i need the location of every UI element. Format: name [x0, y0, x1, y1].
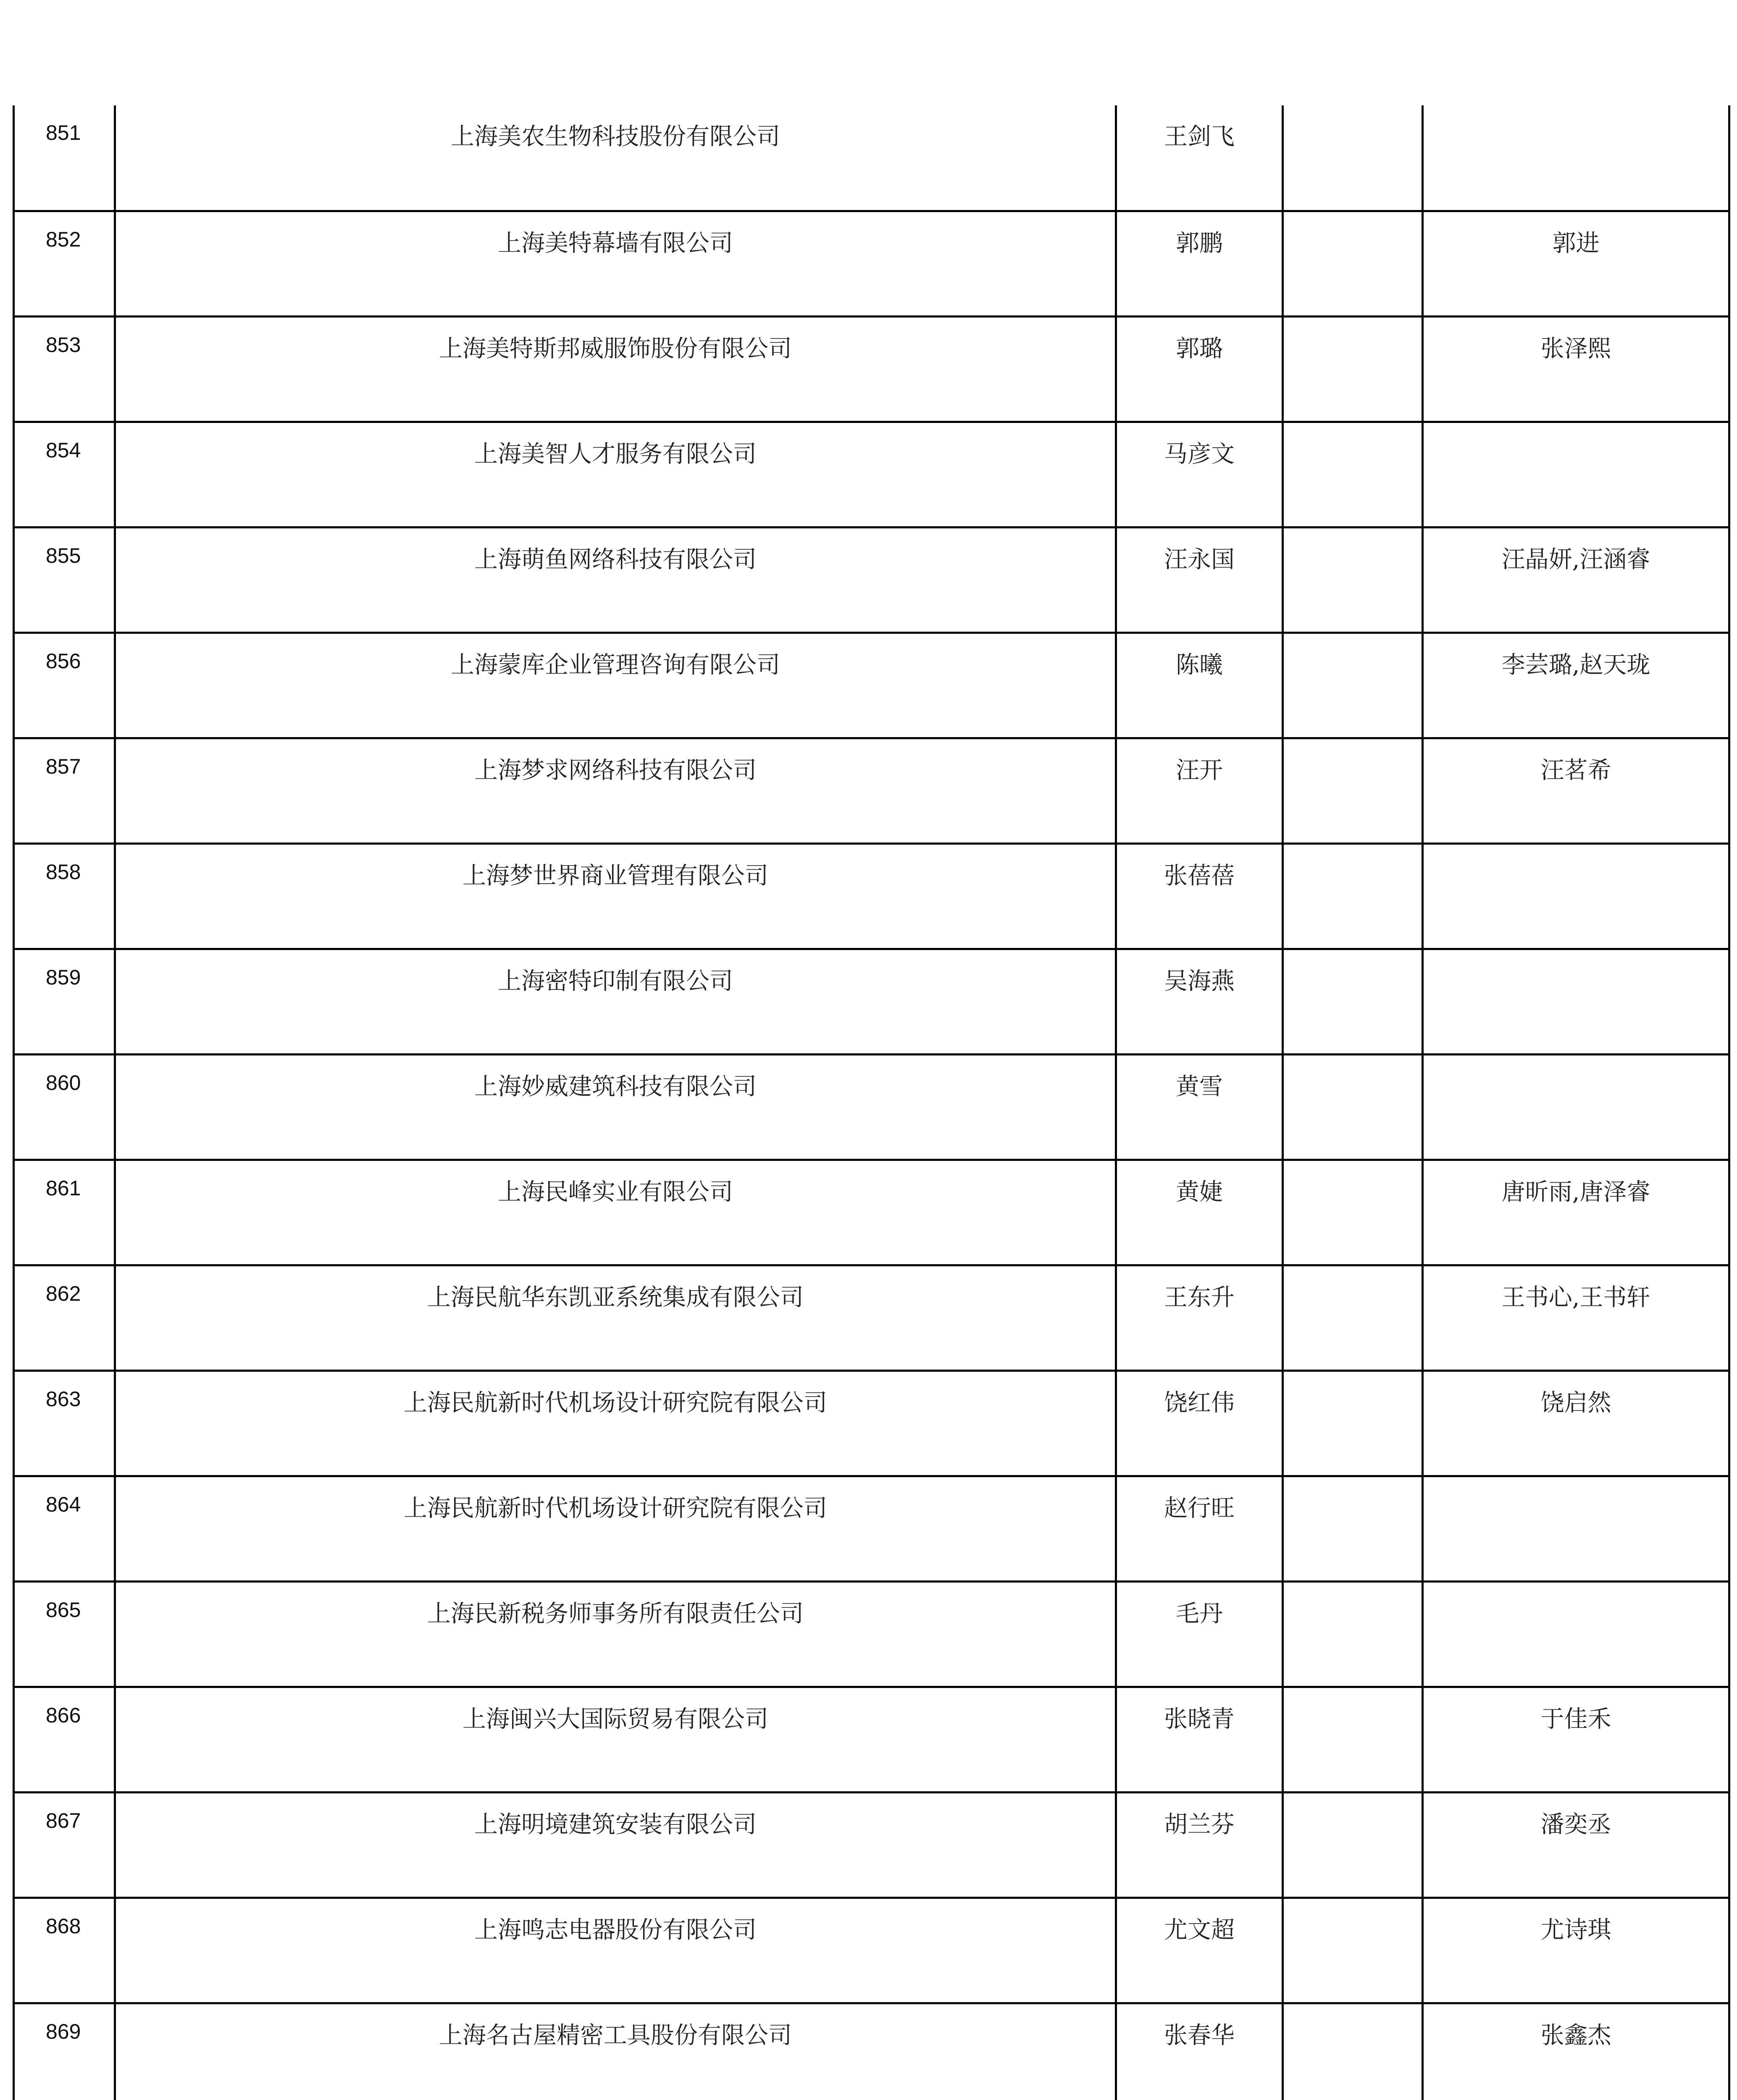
table-row: [14, 1054, 1729, 1160]
row-number: 860: [14, 1054, 115, 1160]
company-name: 上海美智人才服务有限公司: [115, 422, 1116, 527]
empty-cell: [1283, 105, 1423, 211]
children-names: 尤诗琪: [1423, 1898, 1729, 2003]
table-row: [14, 1160, 1729, 1265]
company-name: 上海梦求网络科技有限公司: [115, 738, 1116, 843]
table-row: [14, 422, 1729, 527]
empty-cell: [1283, 1054, 1423, 1160]
person-name: 赵行旺: [1116, 1476, 1283, 1581]
empty-cell: [1283, 843, 1423, 949]
empty-cell: [1283, 211, 1423, 316]
person-name: 毛丹: [1116, 1581, 1283, 1687]
empty-cell: [1283, 1581, 1423, 1687]
table-row: [14, 1476, 1729, 1581]
table-row: [14, 1898, 1729, 2003]
children-names: 郭进: [1423, 211, 1729, 316]
empty-cell: [1283, 2003, 1423, 2100]
person-name: 郭璐: [1116, 316, 1283, 422]
company-name: 上海萌鱼网络科技有限公司: [115, 527, 1116, 633]
table-row: [14, 211, 1729, 316]
row-number: 866: [14, 1687, 115, 1792]
row-number: 859: [14, 949, 115, 1054]
empty-cell: [1283, 316, 1423, 422]
table-row: [14, 738, 1729, 843]
person-name: 张春华: [1116, 2003, 1283, 2100]
children-names: [1423, 1581, 1729, 1687]
row-number: 863: [14, 1370, 115, 1476]
row-number: 867: [14, 1792, 115, 1898]
empty-cell: [1283, 949, 1423, 1054]
empty-cell: [1283, 422, 1423, 527]
empty-cell: [1283, 1160, 1423, 1265]
empty-cell: [1283, 1898, 1423, 2003]
row-number: 856: [14, 633, 115, 738]
children-names: [1423, 422, 1729, 527]
company-name: 上海闽兴大国际贸易有限公司: [115, 1687, 1116, 1792]
row-number: 868: [14, 1898, 115, 2003]
empty-cell: [1283, 1687, 1423, 1792]
company-name: 上海明境建筑安装有限公司: [115, 1792, 1116, 1898]
person-name: 郭鹏: [1116, 211, 1283, 316]
row-number: 852: [14, 211, 115, 316]
company-name: 上海民峰实业有限公司: [115, 1160, 1116, 1265]
empty-cell: [1283, 1265, 1423, 1370]
children-names: 饶启然: [1423, 1370, 1729, 1476]
table-row: [14, 105, 1729, 211]
person-name: 黄婕: [1116, 1160, 1283, 1265]
company-name: 上海梦世界商业管理有限公司: [115, 843, 1116, 949]
person-name: 汪开: [1116, 738, 1283, 843]
table-row: [14, 1687, 1729, 1792]
person-name: 饶红伟: [1116, 1370, 1283, 1476]
row-number: 854: [14, 422, 115, 527]
children-names: [1423, 843, 1729, 949]
empty-cell: [1283, 1476, 1423, 1581]
table-row: [14, 843, 1729, 949]
company-name: 上海鸣志电器股份有限公司: [115, 1898, 1116, 2003]
table-row: [14, 633, 1729, 738]
company-name: 上海民新税务师事务所有限责任公司: [115, 1581, 1116, 1687]
company-name: 上海密特印制有限公司: [115, 949, 1116, 1054]
empty-cell: [1283, 633, 1423, 738]
row-number: 869: [14, 2003, 115, 2100]
company-name: 上海美农生物科技股份有限公司: [115, 105, 1116, 211]
company-name: 上海妙威建筑科技有限公司: [115, 1054, 1116, 1160]
table-row: [14, 949, 1729, 1054]
children-names: 唐昕雨,唐泽睿: [1423, 1160, 1729, 1265]
company-name: 上海民航新时代机场设计研究院有限公司: [115, 1476, 1116, 1581]
row-number: 865: [14, 1581, 115, 1687]
table-row: [14, 1581, 1729, 1687]
person-name: 马彦文: [1116, 422, 1283, 527]
row-number: 861: [14, 1160, 115, 1265]
row-number: 853: [14, 316, 115, 422]
company-name: 上海名古屋精密工具股份有限公司: [115, 2003, 1116, 2100]
empty-cell: [1283, 527, 1423, 633]
row-number: 855: [14, 527, 115, 633]
company-name: 上海蒙库企业管理咨询有限公司: [115, 633, 1116, 738]
row-number: 862: [14, 1265, 115, 1370]
person-name: 尤文超: [1116, 1898, 1283, 2003]
person-name: 王东升: [1116, 1265, 1283, 1370]
person-name: 胡兰芬: [1116, 1792, 1283, 1898]
children-names: [1423, 1054, 1729, 1160]
table-row: [14, 1370, 1729, 1476]
person-name: 黄雪: [1116, 1054, 1283, 1160]
company-name: 上海美特幕墙有限公司: [115, 211, 1116, 316]
children-names: 汪茗希: [1423, 738, 1729, 843]
person-name: 王剑飞: [1116, 105, 1283, 211]
company-name: 上海民航华东凯亚系统集成有限公司: [115, 1265, 1116, 1370]
table-row: [14, 1792, 1729, 1898]
children-names: 王书心,王书轩: [1423, 1265, 1729, 1370]
company-name: 上海美特斯邦威服饰股份有限公司: [115, 316, 1116, 422]
row-number: 857: [14, 738, 115, 843]
person-name: 张蓓蓓: [1116, 843, 1283, 949]
empty-cell: [1283, 738, 1423, 843]
children-names: 汪晶妍,汪涵睿: [1423, 527, 1729, 633]
children-names: 张鑫杰: [1423, 2003, 1729, 2100]
table-row: [14, 527, 1729, 633]
children-names: [1423, 949, 1729, 1054]
children-names: 于佳禾: [1423, 1687, 1729, 1792]
roster-table: [13, 105, 1730, 2100]
empty-cell: [1283, 1370, 1423, 1476]
children-names: [1423, 105, 1729, 211]
person-name: 陈曦: [1116, 633, 1283, 738]
children-names: 张泽熙: [1423, 316, 1729, 422]
children-names: 李芸璐,赵天珑: [1423, 633, 1729, 738]
person-name: 吴海燕: [1116, 949, 1283, 1054]
children-names: 潘奕丞: [1423, 1792, 1729, 1898]
row-number: 851: [14, 105, 115, 211]
empty-cell: [1283, 1792, 1423, 1898]
person-name: 汪永国: [1116, 527, 1283, 633]
row-number: 864: [14, 1476, 115, 1581]
company-name: 上海民航新时代机场设计研究院有限公司: [115, 1370, 1116, 1476]
table-row: [14, 1265, 1729, 1370]
table-row: [14, 316, 1729, 422]
table-row: [14, 2003, 1729, 2100]
person-name: 张晓青: [1116, 1687, 1283, 1792]
row-number: 858: [14, 843, 115, 949]
children-names: [1423, 1476, 1729, 1581]
